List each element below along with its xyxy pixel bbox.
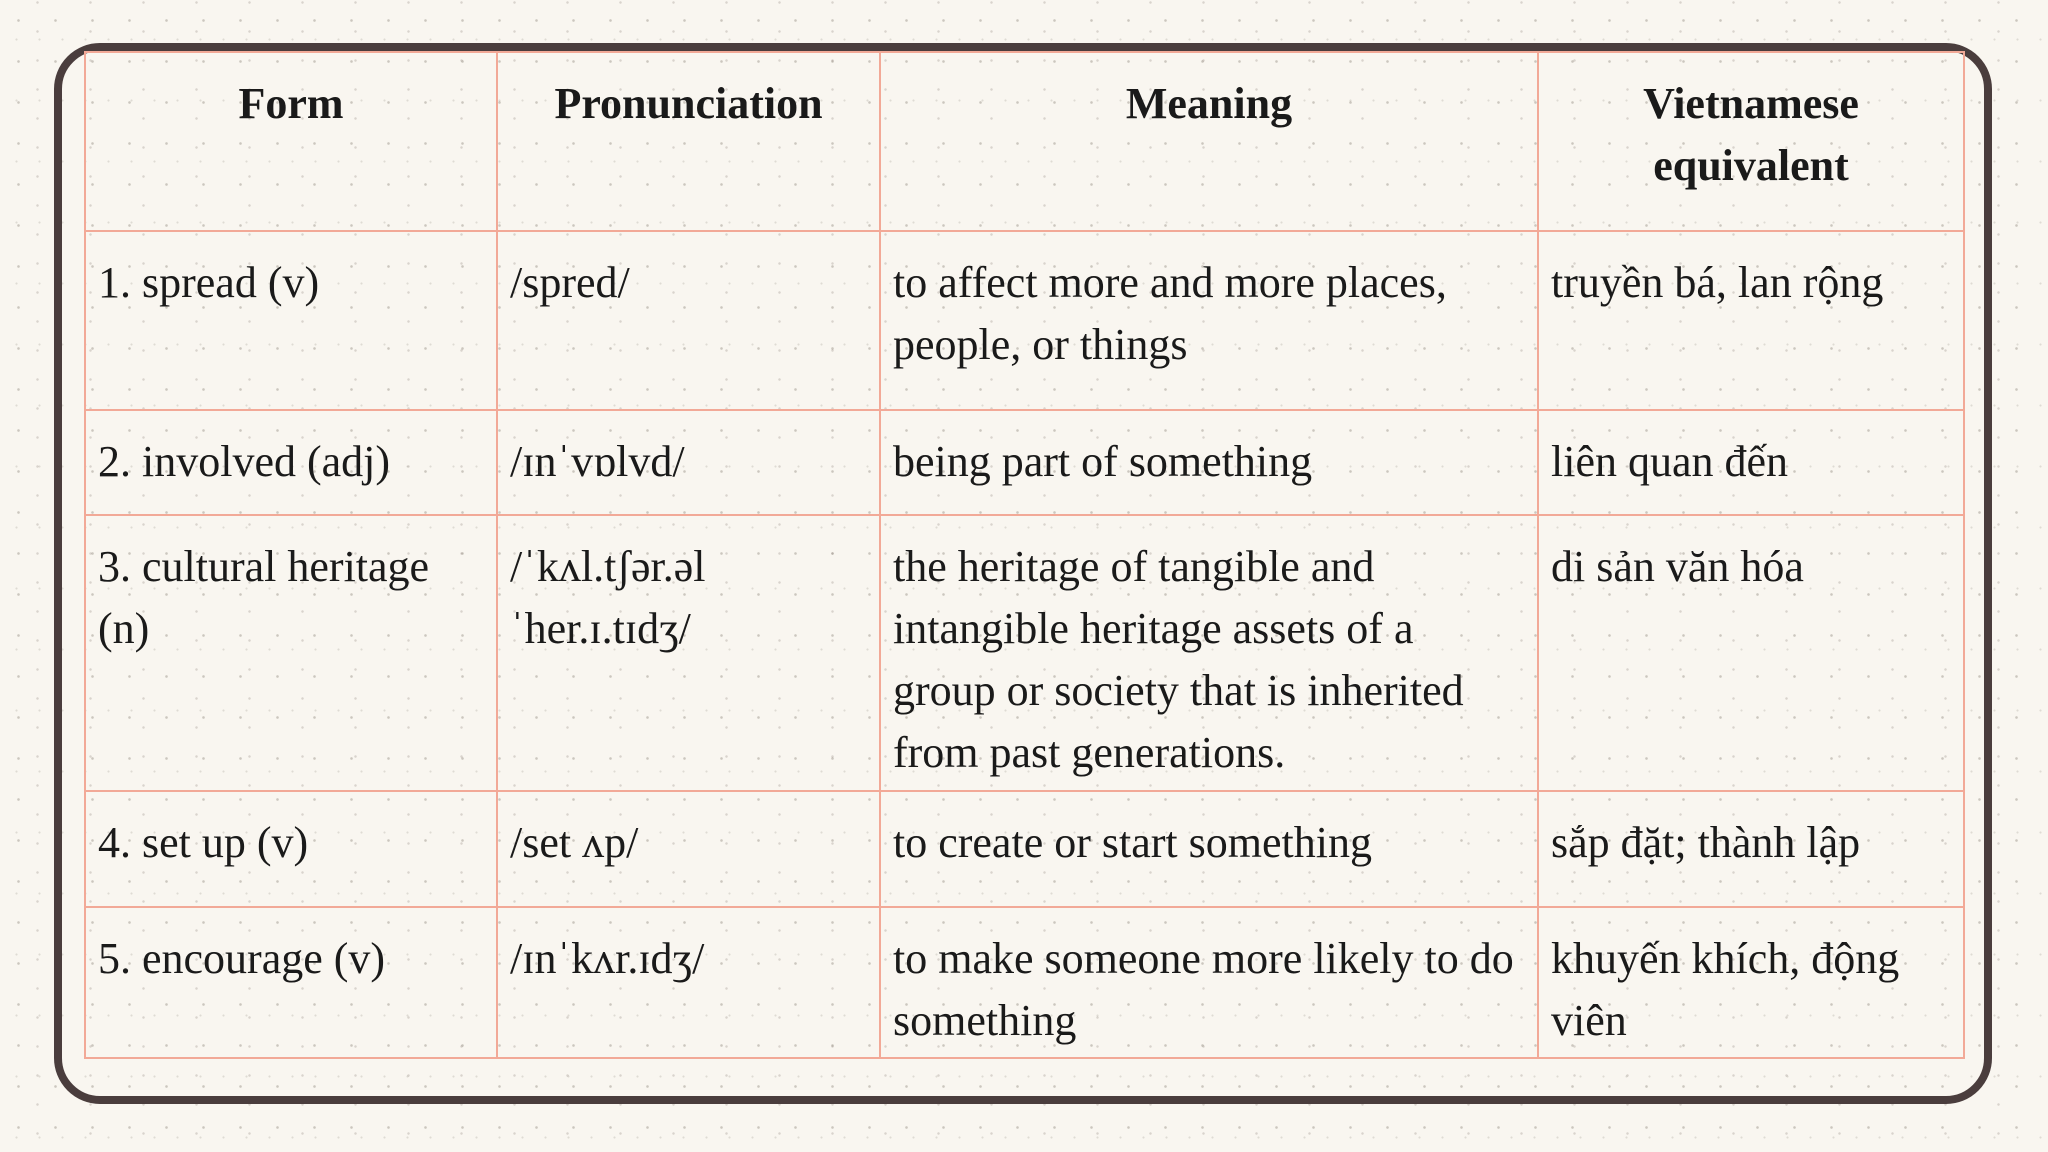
header-form: Form <box>85 52 497 231</box>
table-row <box>85 515 1964 791</box>
header-pronunciation: Pronunciation <box>497 52 880 231</box>
cell-pronunciation: /set ʌp/ <box>497 791 880 907</box>
cell-pronunciation: /ˈkʌl.tʃər.əl ˈher.ɪ.tɪdʒ/ <box>497 515 880 791</box>
cell-vietnamese: di sản văn hóa <box>1538 515 1964 791</box>
cell-meaning: the heritage of tangible and intangible heritage assets of a group or society that is inherited from past generations. <box>880 515 1538 791</box>
cell-vietnamese: liên quan đến <box>1538 410 1964 515</box>
table-header-row <box>85 52 1964 231</box>
header-meaning: Meaning <box>880 52 1538 231</box>
cell-vietnamese: sắp đặt; thành lập <box>1538 791 1964 907</box>
table-row <box>85 410 1964 515</box>
table-row <box>85 231 1964 410</box>
cell-meaning: to affect more and more places, people, or things <box>880 231 1538 410</box>
cell-pronunciation: /ɪnˈkʌr.ɪdʒ/ <box>497 907 880 1058</box>
cell-form: 5. encourage (v) <box>85 907 497 1058</box>
cell-pronunciation: /spred/ <box>497 231 880 410</box>
cell-form: 2. involved (adj) <box>85 410 497 515</box>
cell-vietnamese: khuyến khích, động viên <box>1538 907 1964 1058</box>
cell-form: 1. spread (v) <box>85 231 497 410</box>
cell-pronunciation: /ɪnˈvɒlvd/ <box>497 410 880 515</box>
table-row <box>85 791 1964 907</box>
cell-vietnamese: truyền bá, lan rộng <box>1538 231 1964 410</box>
vocabulary-table <box>84 51 1965 1059</box>
table-row <box>85 907 1964 1058</box>
cell-form: 3. cultural heritage (n) <box>85 515 497 791</box>
header-vietnamese: Vietnamese equivalent <box>1538 52 1964 231</box>
cell-meaning: being part of something <box>880 410 1538 515</box>
cell-form: 4. set up (v) <box>85 791 497 907</box>
cell-meaning: to make someone more likely to do something <box>880 907 1538 1058</box>
cell-meaning: to create or start something <box>880 791 1538 907</box>
